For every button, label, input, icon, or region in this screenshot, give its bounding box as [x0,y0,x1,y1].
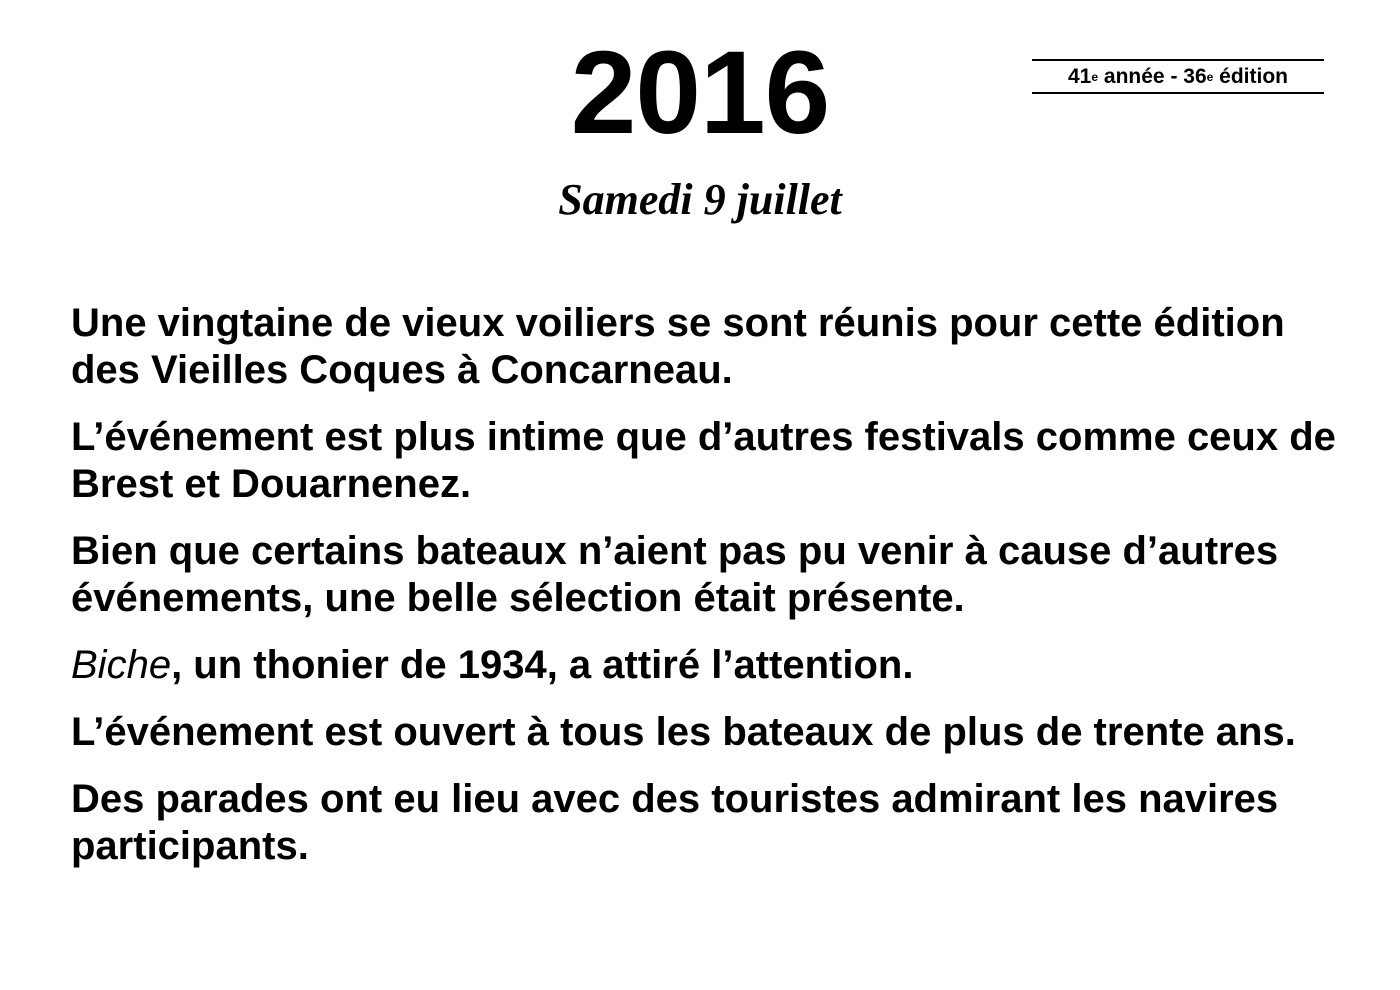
year-number: 41 [1068,64,1092,88]
edition-badge: 41 e année - 36 e édition [1032,59,1324,94]
paragraph-4 [71,642,1361,689]
boat-name: Biche [71,643,172,687]
paragraph-4-text: , un thonier de 1934, a attiré l’attention. [171,643,914,687]
paragraph-6: Des parades ont eu lieu avec des touristes admirant les navires participants. [71,777,1279,868]
edition-word: édition [1219,64,1288,88]
article-body [71,300,1361,890]
paragraph-5: L’événement est ouvert à tous les bateaux de plus de trente ans. [71,710,1296,754]
event-date: Samedi 9 juillet [558,175,842,224]
paragraph-3: Bien que certains bateaux n’aient pas pu venir à cause d’autres événements, une belle sélection était présente. [71,529,1279,620]
page-title-year: 2016 [570,27,830,159]
paragraph-1: Une vingtaine de vieux voiliers se sont réunis pour cette édition des Vieilles Coques à Concarneau. [71,301,1285,392]
edition-number: 36 [1183,64,1207,88]
year-word: année [1103,64,1165,88]
edition-separator: - [1170,64,1178,88]
paragraph-2: L’événement est plus intime que d’autres festivals comme ceux de Brest et Douarnenez. [71,415,1336,506]
